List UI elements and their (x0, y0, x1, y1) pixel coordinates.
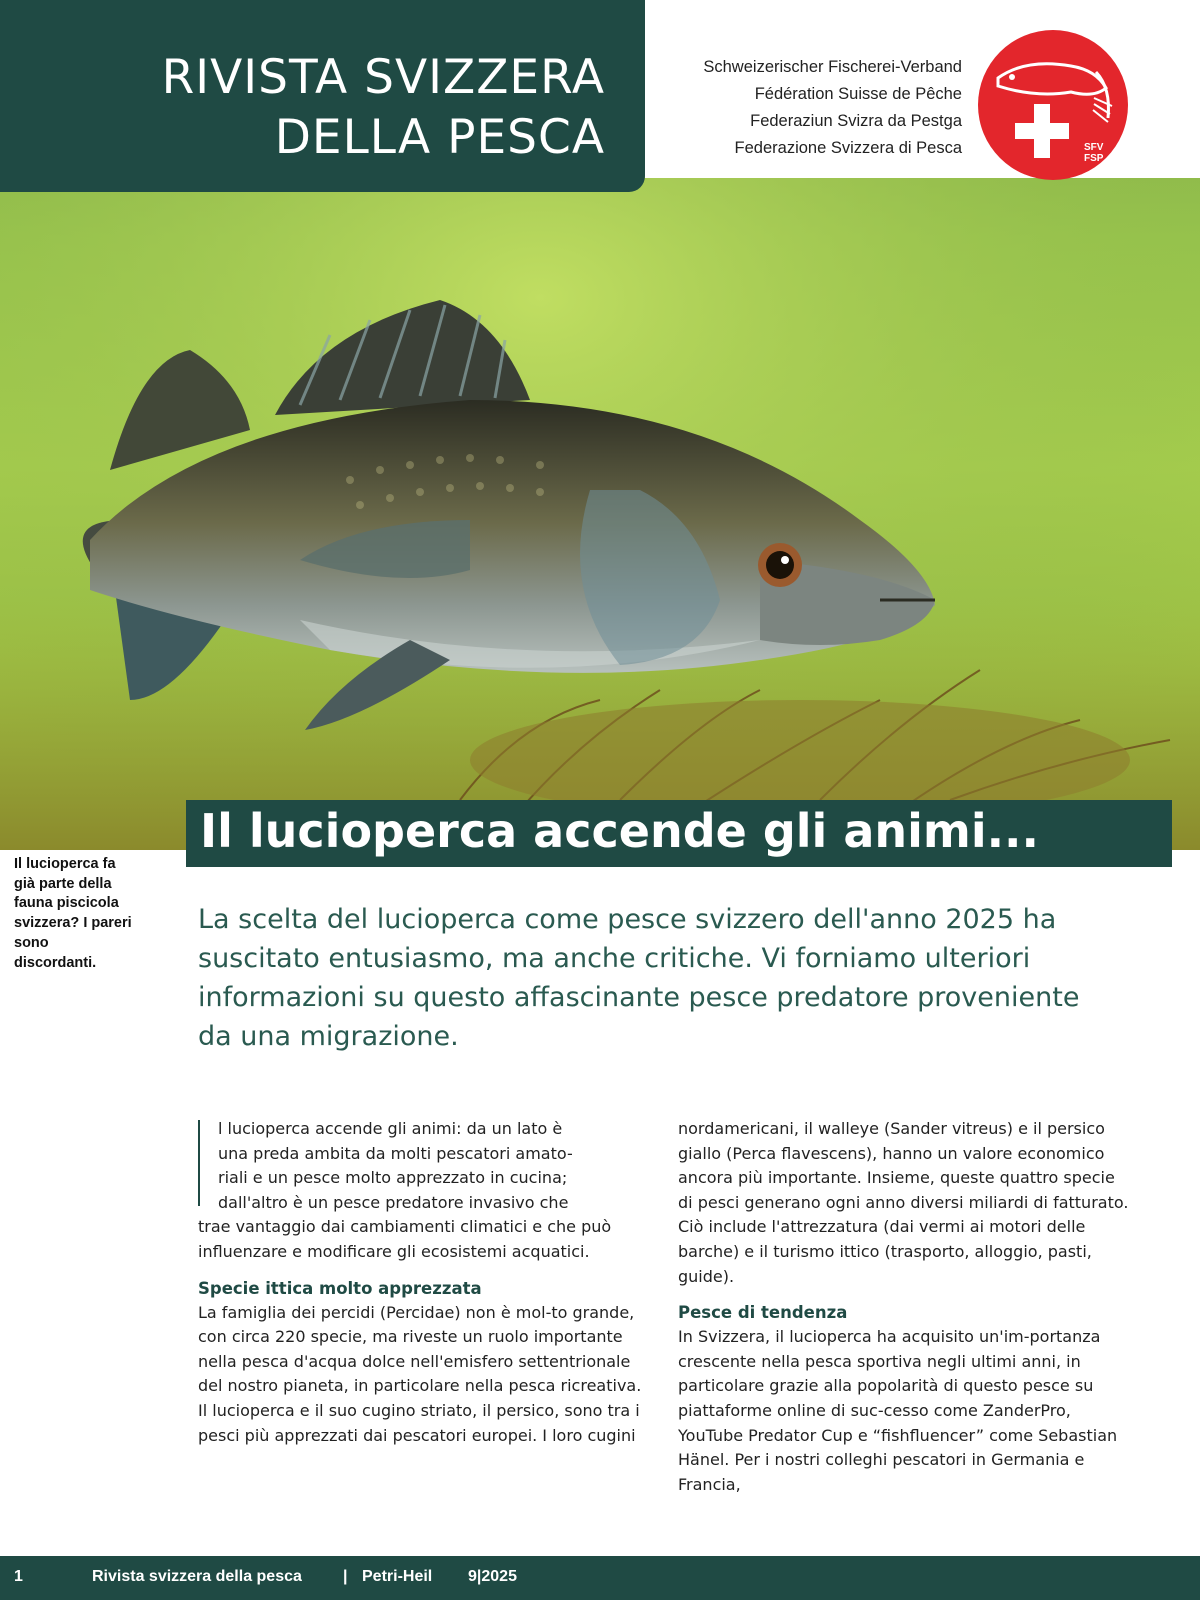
footer-publication: Petri-Heil (362, 1568, 433, 1585)
federation-name-fr: Fédération Suisse de Pêche (754, 85, 962, 103)
intro-paragraph (198, 1117, 652, 1265)
section-text-specie: La famiglia dei percidi (Percidae) non è mol-to grande, con circa 220 specie, ma riveste un ruolo importante nella pesca d'acqua dolce nell'emisfero settentrionale del nostro pianeta, in particolare nella pesca ricreativa. Il lucioperca e il suo cugino striato, il persico, sono tra i pesci più apprezzati dai pescatori europei. I loro cugini (198, 1302, 642, 1445)
intro-line-4: dall'altro è un pesce predatore invasivo che (218, 1192, 569, 1212)
intro-line-3: riali e un pesce molto apprezzato in cucina; (218, 1168, 568, 1188)
page-number: 1 (14, 1568, 23, 1585)
intro-line-2: una preda ambita da molti pescatori amato- (218, 1143, 573, 1163)
section-heading-tendenza: Pesce di tendenza (678, 1303, 848, 1323)
intro-line-1: l lucioperca accende gli animi: da un lato è (218, 1119, 563, 1138)
page-footer (0, 1556, 1200, 1600)
text-column-left (198, 1117, 652, 1448)
intro-rest: trae vantaggio dai cambiamenti climatici e che può influenzare e modificare gli ecosistemi acquatici. (198, 1217, 612, 1261)
section-heading-specie: Specie ittica molto apprezzata (198, 1278, 482, 1298)
federation-name-de: Schweizerischer Fischerei-Verband (703, 58, 962, 76)
magazine-title-line-2: DELLA PESCA (274, 110, 605, 165)
federation-name-it: Federazione Svizzera di Pesca (734, 139, 962, 157)
column-2-paragraph: nordamericani, il walleye (Sander vitreus) e il persico giallo (Perca flavescens), hanno un valore economico ancora più importante. Insieme, queste quattro specie di pesci generano ogni anno diversi miliardi di fatturato. Ciò include l'attrezzatura (dai vermi ai motori delle barche) e il turismo ittico (trasporto, alloggio, pasti, guide). (678, 1119, 1129, 1286)
federation-name-rm: Federaziun Svizra da Pestga (750, 112, 962, 130)
footer-issue: 9|2025 (468, 1568, 517, 1585)
magazine-title-line-1: RIVISTA SVIZZERA (161, 50, 605, 105)
sfv-fsp-logo (976, 28, 1130, 182)
article-headline-banner (186, 800, 1172, 867)
logo-text-sfv: SFV (1084, 142, 1104, 153)
text-column-right (678, 1117, 1132, 1497)
footer-magazine-name: Rivista svizzera della pesca (92, 1568, 302, 1585)
photo-caption: Il lucioperca fa già parte della fauna piscicola svizzera? I pareri sono discordanti. (14, 856, 132, 971)
logo-text-fsp: FSP (1084, 153, 1104, 164)
section-text-tendenza: In Svizzera, il lucioperca ha acquisito un'im-portanza crescente nella pesca sportiva negli ultimi anni, in particolare grazie alla popolarità di questo pesce su piattaforme online di suc-cesso come ZanderPro, YouTube Predator Cup e “fishfluencer” come Sebastian Hänel. Per i nostri colleghi pescatori in Germania e Francia, (678, 1327, 1118, 1494)
magazine-title-box (0, 0, 645, 192)
footer-separator: | (343, 1568, 348, 1585)
article-headline: Il lucioperca accende gli animi... (200, 804, 1040, 858)
article-lead: La scelta del lucioperca come pesce svizzero dell'anno 2025 ha suscitato entusiasmo, ma anche critiche. Vi forniamo ulteriori informazioni su questo affascinante pesce predatore proveniente da una migrazione. (198, 904, 1080, 1052)
intro-accent-bar (198, 1120, 200, 1206)
